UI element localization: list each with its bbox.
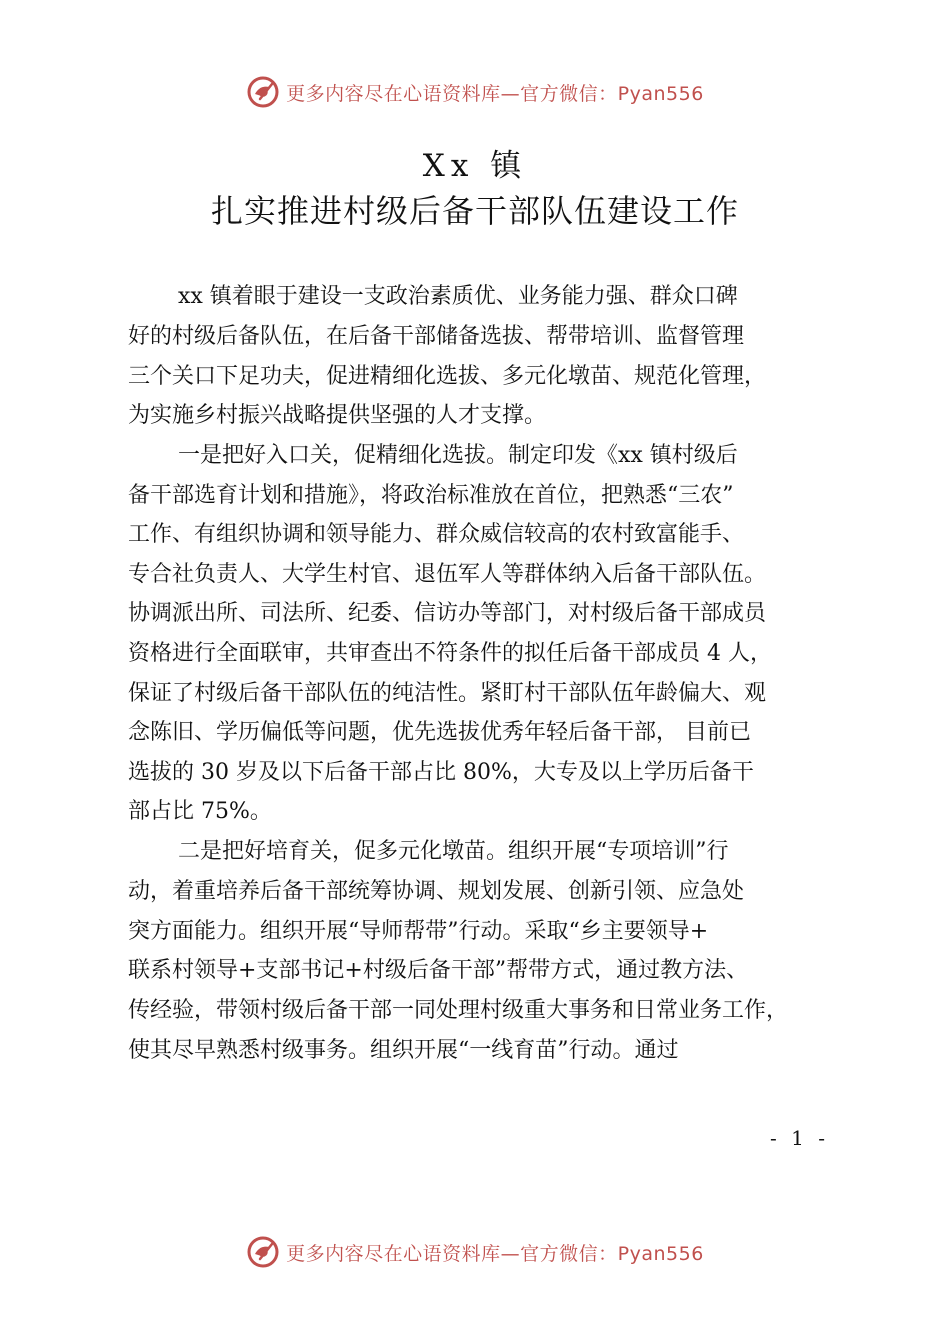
body-line: 二是把好培育关，促多元化墩苗。组织开展“专项培训”行 — [178, 839, 729, 864]
body-line: 部占比 75%。 — [128, 799, 272, 824]
body-line: 使其尽早熟悉村级事务。组织开展“一线育苗”行动。通过 — [128, 1038, 679, 1063]
document-title: 扎实推进村级后备干部队伍建设工作 — [210, 192, 739, 230]
body-line: 备干部选育计划和措施》，将政治标准放在首位，把熟悉“三农” — [128, 483, 734, 508]
body-line: 联系村领导+支部书记+村级后备干部”帮带方式，通过教方法、 — [128, 958, 749, 983]
body-line: 三个关口下足功夫，促进精细化选拔、多元化墩苗、规范化管理， — [128, 364, 767, 389]
header-banner — [0, 72, 950, 112]
banner-text: 更多内容尽在心语资料库—官方微信：Pyan556 — [286, 82, 704, 105]
footer-banner — [0, 1232, 950, 1272]
page-number: - 1 - — [770, 1126, 829, 1150]
document-title-town: Xx 镇 — [422, 148, 528, 184]
body-line: 突方面能力。组织开展“导师帮带”行动。采取“乡主要领导+ — [128, 919, 709, 944]
body-line: xx 镇着眼于建设一支政治素质优、业务能力强、群众口碑 — [178, 284, 738, 309]
circle-logo-icon — [246, 75, 280, 109]
circle-logo-icon — [246, 1235, 280, 1269]
body-line: 资格进行全面联审，共审查出不符条件的拟任后备干部成员 4 人， — [128, 641, 772, 666]
banner-text: 更多内容尽在心语资料库—官方微信：Pyan556 — [286, 1242, 704, 1265]
body-line: 动，着重培养后备干部统筹协调、规划发展、创新引领、应急处 — [128, 879, 745, 904]
body-line: 传经验，带领村级后备干部一同处理村级重大事务和日常业务工作， — [128, 998, 789, 1023]
body-line: 好的村级后备队伍，在后备干部储备选拔、帮带培训、监督管理 — [128, 324, 745, 349]
body-line: 念陈旧、学历偏低等问题，优先选拔优秀年轻后备干部， 目前已 — [128, 720, 751, 745]
body-line: 为实施乡村振兴战略提供坚强的人才支撑。 — [128, 403, 547, 428]
body-line: 一是把好入口关，促精细化选拔。制定印发《xx 镇村级后 — [178, 443, 738, 468]
body-line: 协调派出所、司法所、纪委、信访办等部门，对村级后备干部成员 — [128, 601, 767, 626]
body-line: 专合社负责人、大学生村官、退伍军人等群体纳入后备干部队伍。 — [128, 562, 767, 587]
body-line: 保证了村级后备干部队伍的纯洁性。紧盯村干部队伍年龄偏大、观 — [128, 681, 767, 706]
body-line: 工作、有组织协调和领导能力、群众威信较高的农村致富能手、 — [128, 522, 745, 547]
body-line: 选拔的 30 岁及以下后备干部占比 80%，大专及以上学历后备干 — [128, 760, 754, 785]
